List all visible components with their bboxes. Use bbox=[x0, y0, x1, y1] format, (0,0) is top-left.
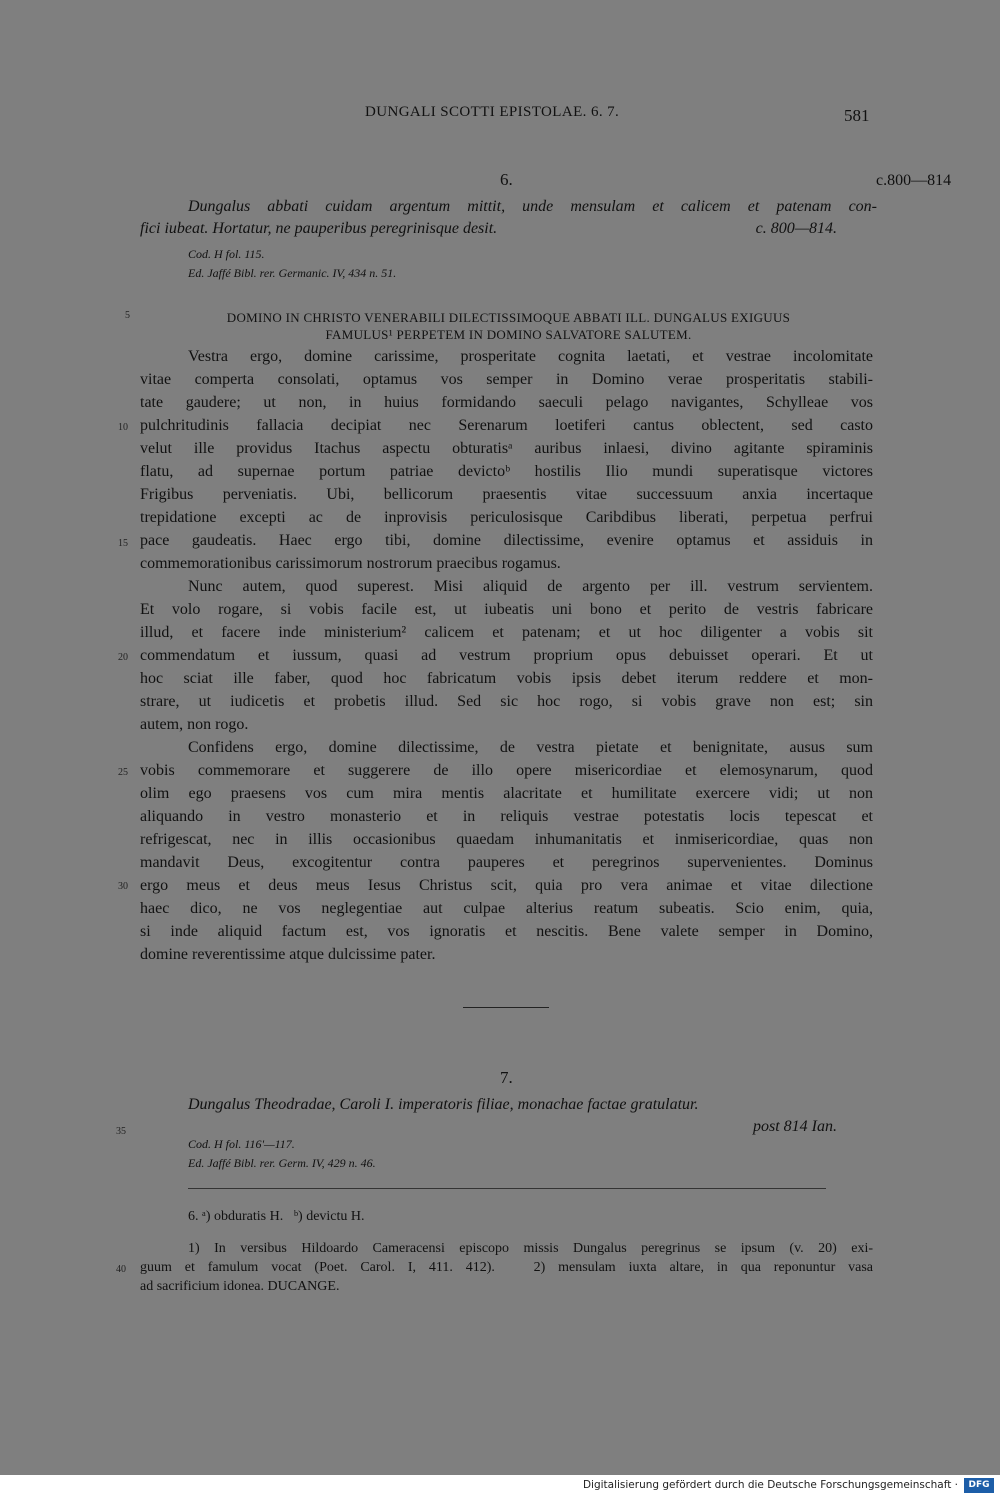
letter-6-summary bbox=[140, 196, 877, 240]
text-line: domine reverentissime atque dulcissime pater. bbox=[140, 946, 436, 963]
text-line: Vestra ergo, domine carissime, prosperitate cognita laetati, et vestrae incolomitate bbox=[188, 348, 873, 365]
letter-7-codex: Cod. H fol. 116'—117. bbox=[188, 1137, 295, 1151]
footnote-line: ad sacrificium idonea. DUCANGE. bbox=[140, 1279, 340, 1294]
letter-6-edition: Ed. Jaffé Bibl. rer. Germanic. IV, 434 n. 51. bbox=[188, 266, 397, 280]
text-line: velut ille providus Itachus aspectu obturatisᵃ auribus inlaesi, divino agitante spiraminis bbox=[140, 440, 873, 457]
summary-date: post 814 Ian. bbox=[753, 1118, 837, 1135]
page-header bbox=[0, 104, 1000, 128]
line-number-10: 10 bbox=[118, 422, 128, 433]
footnote-line: guum et famulum vocat (Poet. Carol. I, 411. 412). 2) mensulam iuxta altare, in qua reponuntur vasa bbox=[140, 1260, 873, 1275]
text-line: Confidens ergo, domine dilectissime, de vestra pietate et benignitate, ausus sum bbox=[188, 739, 873, 756]
line-number-5: 5 bbox=[125, 310, 130, 321]
line-number-35: 35 bbox=[116, 1126, 126, 1137]
text-line: Et volo rogare, si vobis facile est, ut iubeatis uni bono et perito de vestris fabricare bbox=[140, 601, 873, 618]
text-line: flatu, ad supernae portum patriae devictoᵇ hostilis Ilio mundi superatisque victores bbox=[140, 463, 873, 480]
text-line: ergo meus et deus meus Iesus Christus scit, quia pro vera animae et vitae dilectione bbox=[140, 877, 873, 894]
text-line: hoc sciat ille faber, quod hoc fabricatum vobis ipsis debet iterum reddere et mon- bbox=[140, 670, 873, 687]
text-line: illud, et facere inde ministerium² calicem et patenam; et ut hoc diligenter a vobis sit bbox=[140, 624, 873, 641]
text-line: commendatum et iussum, quasi ad vestrum proprium opus debuisset operari. Et ut bbox=[140, 647, 873, 664]
letter-6-codex: Cod. H fol. 115. bbox=[188, 247, 265, 261]
letter-6-address bbox=[140, 309, 877, 343]
text-line: pace gaudeatis. Haec ergo tibi, domine dilectissime, evenire optamus et assiduis in bbox=[140, 532, 873, 549]
letter-6-margin-date: c.800—814 bbox=[876, 172, 952, 189]
footer-bar bbox=[0, 1475, 1000, 1497]
summary-line-2 bbox=[140, 218, 877, 240]
line-number-25: 25 bbox=[118, 767, 128, 778]
text-line: Frigibus perveniatis. Ubi, bellicorum praesentis vitae successuum anxia incertaque bbox=[140, 486, 873, 503]
letter-7-edition: Ed. Jaffé Bibl. rer. Germ. IV, 429 n. 46. bbox=[188, 1156, 376, 1170]
text-line: aliquando in vestro monasterio et in reliquis vestrae potestatis locis tepescat et bbox=[140, 808, 873, 825]
text-line: vobis commemorare et suggerere de illo opere misericordiae et elemosynarum, quod bbox=[140, 762, 873, 779]
page-number: 581 bbox=[844, 106, 870, 125]
variant-notes: 6. ᵃ) obduratis H. ᵇ) devictu H. bbox=[188, 1209, 365, 1224]
footer-text: Digitalisierung gefördert durch die Deutsche Forschungsgemeinschaft · bbox=[582, 1479, 958, 1491]
running-head: DUNGALI SCOTTI EPISTOLAE. 6. 7. bbox=[365, 104, 620, 120]
footnote-line: 1) In versibus Hildoardo Cameracensi episcopo missis Dungalus peregrinus se ipsum (v. 20) exi- bbox=[188, 1241, 873, 1256]
text-line: haec dico, ne vos neglegentiae aut culpae alterius reatum subeatis. Scio enim, quia, bbox=[140, 900, 873, 917]
text-line: pulchritudinis fallacia decipiat nec Serenarum loetiferi cantus oblectent, sed casto bbox=[140, 417, 873, 434]
text-line: Nunc autem, quod superest. Misi aliquid de argento per ill. vestrum servientem. bbox=[188, 578, 873, 595]
line-number-20: 20 bbox=[118, 652, 128, 663]
text-line: mandavit Deus, excogitentur contra pauperes et peregrinos supervenientes. Dominus bbox=[140, 854, 873, 871]
dfg-logo-icon: DFG bbox=[964, 1478, 994, 1493]
letter-7-summary bbox=[140, 1094, 877, 1138]
letter-6-number: 6. bbox=[500, 170, 513, 189]
text-line: refrigescat, nec in illis occasionibus quaedam inhumanitatis et inmisericordiae, quas non bbox=[140, 831, 873, 848]
text-line: autem, non rogo. bbox=[140, 716, 249, 733]
summary-date: c. 800—814. bbox=[755, 220, 837, 237]
line-number-30: 30 bbox=[118, 881, 128, 892]
text-line: trepidatione excepti ac de inprovisis periculosisque Caribdibus liberati, perpetua perfrui bbox=[140, 509, 873, 526]
footnote-rule bbox=[188, 1188, 826, 1189]
line-number-40: 40 bbox=[116, 1264, 126, 1275]
address-line-1: DOMINO IN CHRISTO VENERABILI DILECTISSIMOQUE ABBATI ILL. DUNGALUS EXIGUUS bbox=[226, 310, 791, 325]
summary-text: Dungalus Theodradae, Caroli I. imperatoris filiae, monachae factae gratulatur. bbox=[188, 1096, 699, 1113]
address-line-2: FAMULUS¹ PERPETEM IN DOMINO SALVATORE SALUTEM. bbox=[325, 327, 692, 342]
text-line: tate gaudere; ut non, in huius formidando saeculi pelago navigantes, Schylleae vos bbox=[140, 394, 873, 411]
text-line: si inde aliquid factum est, vos ignoratis et nescitis. Bene valete semper in Domino, bbox=[140, 923, 873, 940]
text-line: commemorationibus carissimorum nostrorum praecibus rogamus. bbox=[140, 555, 561, 572]
text-line: strare, ut iudicetis et probetis illud. Sed sic hoc rogo, si vobis grave non est; sin bbox=[140, 693, 873, 710]
summary-text: fici iubeat. Hortatur, ne pauperibus peregrinisque desit. bbox=[140, 220, 498, 237]
section-divider bbox=[463, 1007, 549, 1008]
summary-line: Dungalus abbati cuidam argentum mittit, unde mensulam et calicem et patenam con- bbox=[188, 198, 877, 215]
text-line: olim ego praesens vos cum mira mentis alacritate et humilitate exercere vidi; ut non bbox=[140, 785, 873, 802]
text-line: vitae comperta consolati, optamus vos semper in Domino verae prosperitatis stabili- bbox=[140, 371, 873, 388]
letter-7-number: 7. bbox=[500, 1068, 513, 1087]
line-number-15: 15 bbox=[118, 538, 128, 549]
